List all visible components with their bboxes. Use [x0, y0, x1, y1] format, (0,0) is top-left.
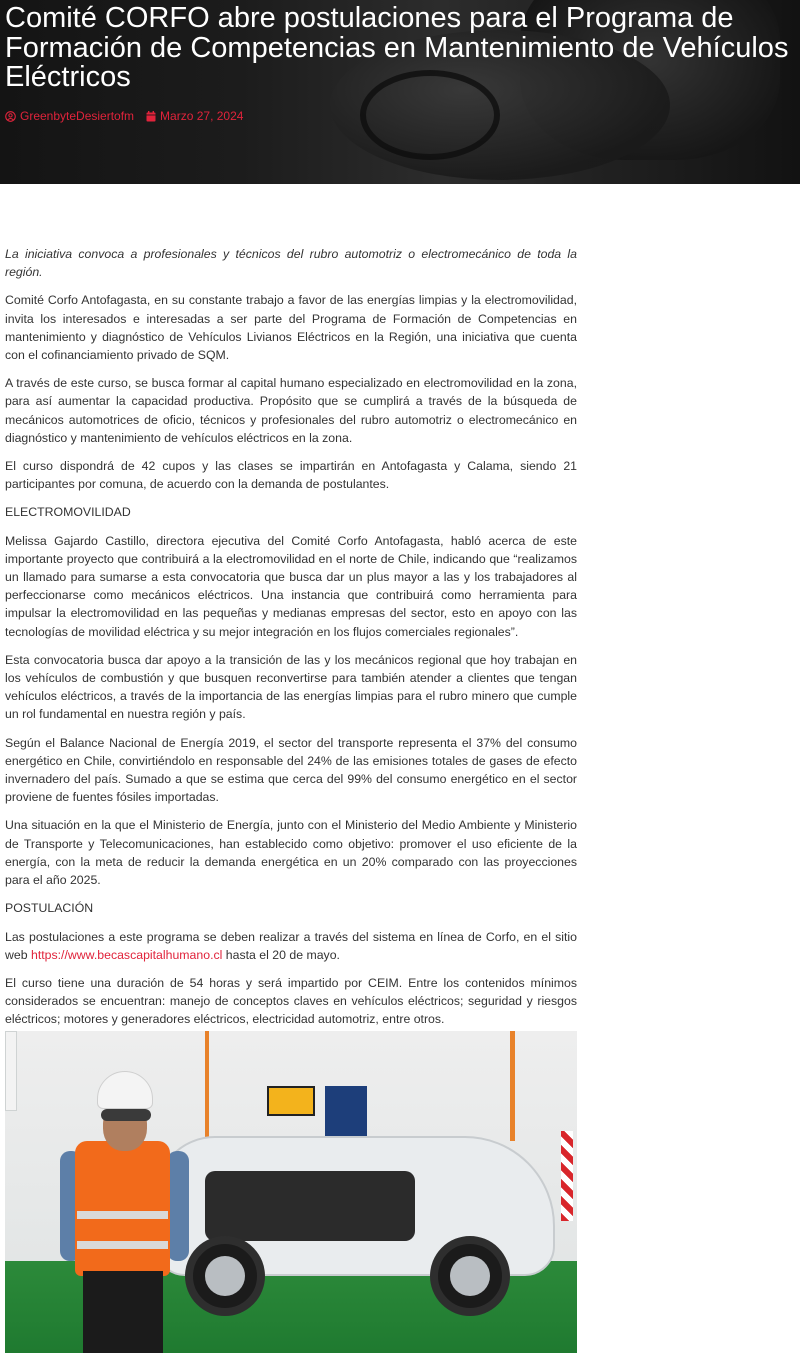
post-meta [5, 108, 243, 124]
date-link[interactable] [146, 109, 243, 123]
person-legs [83, 1271, 163, 1353]
user-circle-icon [5, 111, 16, 122]
paragraph: El curso dispondrá de 42 cupos y las clases se impartirán en Antofagasta y Calama, siendo 21 participantes por comuna, de acuerdo con la demanda de postulantes. [5, 459, 577, 492]
section-heading-postulacion: POSTULACIÓN [5, 901, 94, 916]
section-heading-electromovilidad: ELECTROMOVILIDAD [5, 505, 131, 520]
calendar-icon [146, 111, 156, 122]
paragraph-text: Las postulaciones a este programa se deben realizar a través del sistema en línea de Corfo, en el sitio web [5, 929, 577, 962]
author-link[interactable] [5, 109, 134, 123]
paragraph: A través de este curso, se busca formar al capital humano especializado en electromovilidad en la zona, para así aumentar la capacidad productiva. Propósito que se cumplirá a través de la búsqueda de mecánicos automotrices de oficio, técnicos y profesionales del rubro automotriz o electromecánico en diagnóstico y mantenimiento de vehículos eléctricos en la zona. [5, 376, 577, 445]
wheel-hub [205, 1256, 245, 1296]
wall-pipe [510, 1031, 515, 1141]
paragraph: Según el Balance Nacional de Energía 2019, el sector del transporte representa el 37% del consumo energético en Chile, convirtiéndolo en responsable del 24% de las emisiones totales de gases de efecto invernadero del país. Sumado a que se estima que cerca del 99% del consumo energético en el sector proviene de fuentes fósiles importadas. [5, 735, 577, 805]
page-title: Comité CORFO abre postulaciones para el Programa de Formación de Competencias en Mantenimiento de Vehículos Eléctricos [5, 2, 789, 93]
car-interior [205, 1171, 415, 1241]
paragraph: El curso tiene una duración de 54 horas y será impartido por CEIM. Entre los contenidos mínimos considerados se encuentran: manejo de conceptos claves en vehículos eléctricos; seguridad y riesgos eléctricos; motores y generadores eléctricos, electricidad automotriz, entre otros. [5, 975, 577, 1027]
author-name: GreenbyteDesiertofm [20, 109, 135, 123]
warning-sign [267, 1086, 315, 1116]
paragraph [5, 928, 577, 964]
paragraph: Una situación en la que el Ministerio de Energía, junto con el Ministerio del Medio Ambiente y Ministerio de Transporte y Telecomunicaciones, han establecido como objetivo: promover el uso eficiente de la energía, con la meta de reducir la demanda energética en un 20% comparado con las proyecciones para el año 2025. [5, 818, 577, 888]
safety-vest [75, 1141, 170, 1276]
safety-goggles [101, 1109, 151, 1121]
article-lead: La iniciativa convoca a profesionales y técnicos del rubro automotriz o electromecánico de toda la región. [5, 247, 577, 280]
hero-banner [0, 0, 800, 184]
becas-link[interactable]: https://www.becascapitalhumano.cl [30, 947, 223, 962]
article-body [5, 245, 577, 1039]
hazard-stripe [561, 1131, 573, 1221]
paragraph: Comité Corfo Antofagasta, en su constante trabajo a favor de las energías limpias y la electromovilidad, invita los interesados e interesadas a ser parte del Programa de Formación de Competencias en mantenimiento y diagnóstico de Vehículos Livianos Eléctricos en la Región, una iniciativa que cuenta con el cofinanciamiento privado de SQM. [5, 293, 577, 363]
vest-stripe [77, 1241, 168, 1249]
article-photo [5, 1031, 577, 1353]
post-date: Marzo 27, 2024 [160, 109, 244, 123]
paragraph-text: hasta el 20 de mayo. [222, 947, 340, 962]
paragraph: Melissa Gajardo Castillo, directora ejecutiva del Comité Corfo Antofagasta, habló acerca de este importante proyecto que contribuirá a la electromovilidad en el norte de Chile, indicando que “realizamos un llamado para sumarse a esta convocatoria que busca dar un plus mayor a las y los trabajadores al perfeccionarse como mecánicos eléctricos. Una instancia que contribuirá como herramienta para impulsar la electromovilidad en las pequeñas y medianas empresas del sector, esto en apoyo con las tecnologías de movilidad eléctrica y su mejor integración en los flujos comerciales regionales”. [5, 533, 577, 639]
person-arm [167, 1151, 189, 1261]
wheel-hub [450, 1256, 490, 1296]
paragraph: Esta convocatoria busca dar apoyo a la transición de las y los mecánicos regional que hoy trabajan en los vehículos de combustión y que busquen reconvertirse para también atender a clientes que tengan vehículos eléctricos, a través de la importancia de las energías limpias para el rubro minero que cumple un rol fundamental en nuestra región y país. [5, 652, 577, 722]
wall-panel [5, 1031, 17, 1111]
vest-stripe [77, 1211, 168, 1219]
